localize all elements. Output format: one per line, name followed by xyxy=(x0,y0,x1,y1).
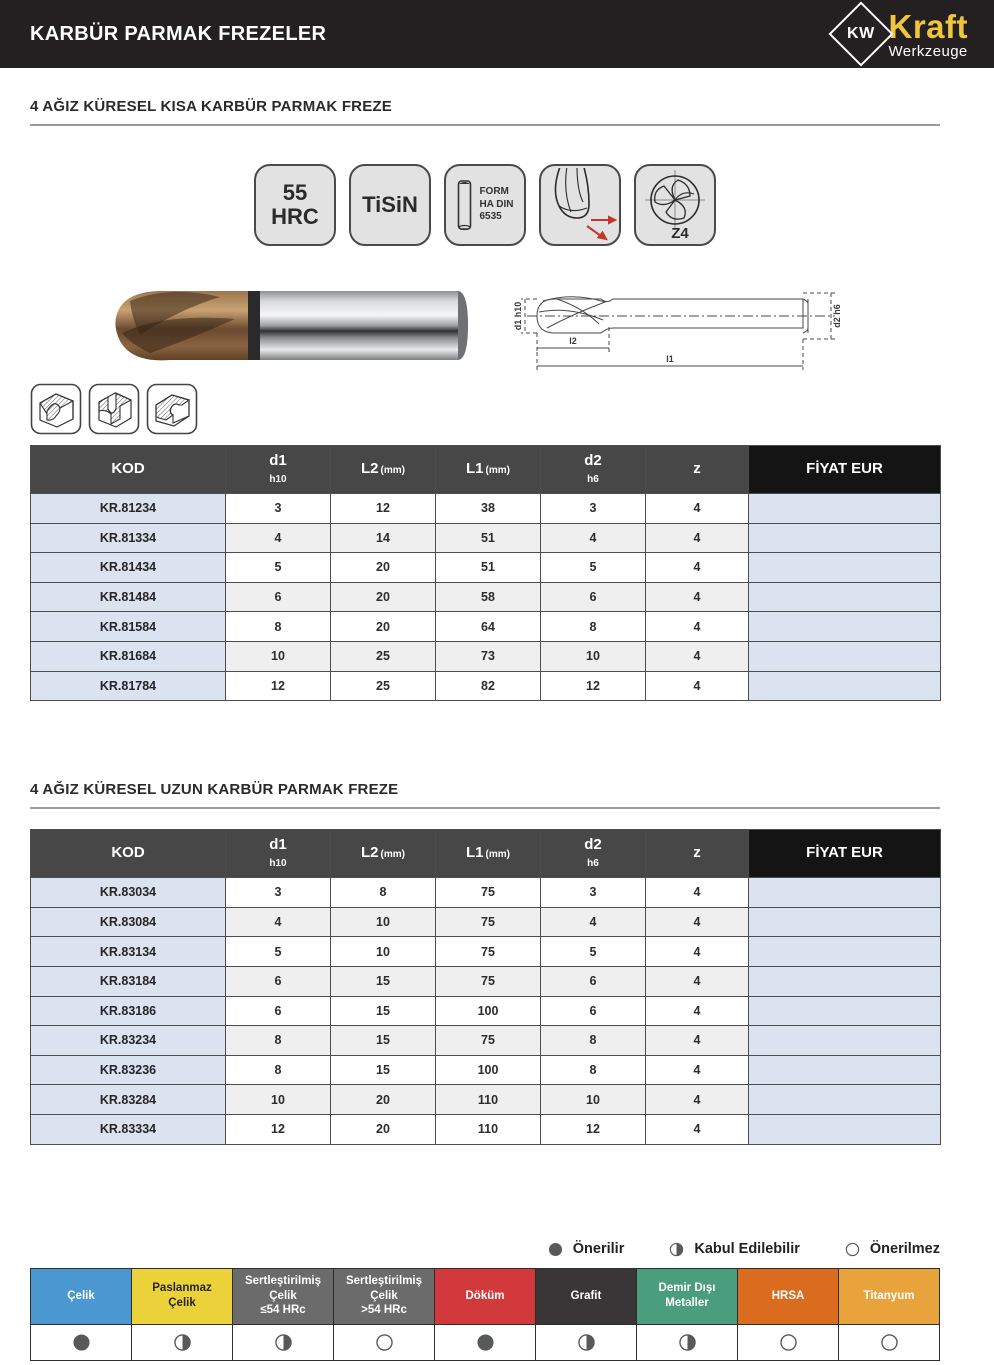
cell-value: 3 xyxy=(226,494,331,524)
profile-milling-icon-2 xyxy=(88,383,140,435)
empty-circle-icon xyxy=(879,1332,900,1353)
table-header-row xyxy=(31,830,941,878)
operation-icons xyxy=(30,383,940,435)
cell-price xyxy=(749,1026,941,1056)
cell-kod: KR.81484 xyxy=(31,582,226,612)
legend-item-half xyxy=(668,1241,800,1258)
column-header-l2: L2 (mm) xyxy=(331,446,436,494)
cell-value: 4 xyxy=(646,582,749,612)
cell-kod: KR.81434 xyxy=(31,553,226,583)
cell-value: 8 xyxy=(541,612,646,642)
cell-value: 64 xyxy=(436,612,541,642)
cell-price xyxy=(749,494,941,524)
cell-value: 5 xyxy=(541,553,646,583)
brand-name: Kraft xyxy=(888,7,968,45)
material-header: HRSA xyxy=(738,1268,839,1324)
cell-kod: KR.81334 xyxy=(31,523,226,553)
cell-value: 4 xyxy=(646,1085,749,1115)
cell-value: 51 xyxy=(436,523,541,553)
cell-value: 20 xyxy=(331,582,436,612)
column-header-l2: L2 (mm) xyxy=(331,830,436,878)
cell-value: 15 xyxy=(331,966,436,996)
cell-price xyxy=(749,907,941,937)
cell-value: 8 xyxy=(226,1055,331,1085)
shank-form-badge: FORM HA DIN 6535 xyxy=(444,164,526,246)
column-header-fi-yat-eur: FİYAT EUR xyxy=(749,446,941,494)
table-row xyxy=(31,996,941,1026)
cell-kod: KR.81584 xyxy=(31,612,226,642)
legend-label: Kabul Edilebilir xyxy=(694,1241,800,1257)
rating-legend xyxy=(30,1241,940,1258)
table-row xyxy=(31,641,941,671)
column-header-d1: d1 h10 xyxy=(226,830,331,878)
half-circle-icon xyxy=(172,1332,193,1353)
material-header: Titanyum xyxy=(839,1268,940,1324)
property-badges xyxy=(30,164,940,246)
cell-value: 4 xyxy=(646,878,749,908)
cell-value: 4 xyxy=(646,494,749,524)
shank-icon xyxy=(456,178,473,232)
cell-value: 10 xyxy=(331,937,436,967)
legend-label: Önerilir xyxy=(572,1241,625,1257)
cell-value: 6 xyxy=(541,582,646,612)
cell-value: 75 xyxy=(436,937,541,967)
table-row xyxy=(31,612,941,642)
cell-value: 4 xyxy=(646,1055,749,1085)
cell-value: 6 xyxy=(226,996,331,1026)
spec-table-long xyxy=(30,829,941,1144)
table-row xyxy=(31,494,941,524)
cell-kod: KR.81684 xyxy=(31,641,226,671)
table-row xyxy=(31,523,941,553)
material-header: Çelik xyxy=(31,1268,132,1324)
column-header-fi-yat-eur: FİYAT EUR xyxy=(749,830,941,878)
cell-value: 4 xyxy=(646,1114,749,1144)
cell-kod: KR.83134 xyxy=(31,937,226,967)
cell-kod: KR.83236 xyxy=(31,1055,226,1085)
cell-value: 12 xyxy=(331,494,436,524)
section-title-long: 4 AĞIZ KÜRESEL UZUN KARBÜR PARMAK FREZE xyxy=(30,781,940,809)
cell-value: 25 xyxy=(331,641,436,671)
column-header-d2: d2 h6 xyxy=(541,446,646,494)
page-title: KARBÜR PARMAK FREZELER xyxy=(30,22,327,45)
cell-price xyxy=(749,1055,941,1085)
ballnose-tip-badge xyxy=(539,164,621,246)
table-header-row xyxy=(31,446,941,494)
cell-value: 4 xyxy=(646,523,749,553)
cell-value: 20 xyxy=(331,553,436,583)
material-header: Döküm xyxy=(435,1268,536,1324)
column-header-l1: L1 (mm) xyxy=(436,446,541,494)
cell-kod: KR.81784 xyxy=(31,671,226,701)
cell-price xyxy=(749,612,941,642)
legend-item-empty xyxy=(844,1241,940,1258)
coating-badge: TiSiN xyxy=(349,164,431,246)
legend-item-filled xyxy=(547,1241,625,1258)
cell-kod: KR.83334 xyxy=(31,1114,226,1144)
material-rating xyxy=(839,1324,940,1360)
cell-kod: KR.83034 xyxy=(31,878,226,908)
flute-count-badge xyxy=(634,164,716,246)
page-header xyxy=(0,0,994,68)
cell-value: 110 xyxy=(436,1114,541,1144)
column-header-z: z xyxy=(646,446,749,494)
cell-value: 8 xyxy=(541,1026,646,1056)
cell-kod: KR.83084 xyxy=(31,907,226,937)
cell-value: 4 xyxy=(226,907,331,937)
cell-value: 3 xyxy=(541,878,646,908)
table-row xyxy=(31,966,941,996)
cell-value: 82 xyxy=(436,671,541,701)
cell-value: 25 xyxy=(331,671,436,701)
product-visuals xyxy=(30,280,940,375)
cell-value: 75 xyxy=(436,878,541,908)
column-header-d2: d2 h6 xyxy=(541,830,646,878)
profile-milling-icon-3 xyxy=(146,383,198,435)
section-title-short: 4 AĞIZ KÜRESEL KISA KARBÜR PARMAK FREZE xyxy=(30,98,940,126)
cell-value: 12 xyxy=(226,671,331,701)
material-rating xyxy=(31,1324,132,1360)
cell-value: 4 xyxy=(646,612,749,642)
brand-logo xyxy=(838,7,968,60)
flute-count-icon xyxy=(638,168,712,242)
cell-price xyxy=(749,966,941,996)
cell-value: 5 xyxy=(226,937,331,967)
hardness-badge: 55 HRC xyxy=(254,164,336,246)
cell-value: 4 xyxy=(226,523,331,553)
cell-kod: KR.81234 xyxy=(31,494,226,524)
cell-price xyxy=(749,582,941,612)
table-row xyxy=(31,937,941,967)
product-photo xyxy=(110,283,480,368)
material-rating xyxy=(637,1324,738,1360)
table-row xyxy=(31,1114,941,1144)
cell-price xyxy=(749,523,941,553)
cell-value: 4 xyxy=(646,553,749,583)
cell-value: 20 xyxy=(331,1085,436,1115)
technical-drawing xyxy=(513,280,843,375)
cell-value: 4 xyxy=(646,907,749,937)
cell-value: 4 xyxy=(646,671,749,701)
cell-value: 4 xyxy=(541,907,646,937)
cell-kod: KR.83234 xyxy=(31,1026,226,1056)
cell-value: 10 xyxy=(226,1085,331,1115)
profile-milling-icon-1 xyxy=(30,383,82,435)
table-row xyxy=(31,671,941,701)
table-row xyxy=(31,1026,941,1056)
cell-value: 75 xyxy=(436,907,541,937)
cell-value: 12 xyxy=(541,1114,646,1144)
material-rating xyxy=(536,1324,637,1360)
cell-value: 15 xyxy=(331,1026,436,1056)
column-header-l1: L1 (mm) xyxy=(436,830,541,878)
material-suitability-table xyxy=(30,1268,940,1361)
filled-circle-icon xyxy=(71,1332,92,1353)
cell-price xyxy=(749,641,941,671)
cell-kod: KR.83184 xyxy=(31,966,226,996)
cell-value: 73 xyxy=(436,641,541,671)
cell-price xyxy=(749,553,941,583)
cell-value: 8 xyxy=(226,612,331,642)
column-header-z: z xyxy=(646,830,749,878)
dim-l1-label: l1 xyxy=(666,354,674,364)
cell-value: 100 xyxy=(436,1055,541,1085)
cell-value: 51 xyxy=(436,553,541,583)
cell-value: 12 xyxy=(226,1114,331,1144)
cell-value: 4 xyxy=(646,996,749,1026)
cell-value: 75 xyxy=(436,1026,541,1056)
column-header-d1: d1 h10 xyxy=(226,446,331,494)
table-row xyxy=(31,1055,941,1085)
column-header-kod: KOD xyxy=(31,446,226,494)
dim-d2-label: d2 h6 xyxy=(832,304,842,328)
cell-value: 4 xyxy=(646,966,749,996)
cell-price xyxy=(749,1085,941,1115)
table-row xyxy=(31,582,941,612)
half-circle-icon xyxy=(668,1241,685,1258)
cell-value: 8 xyxy=(331,878,436,908)
cell-value: 38 xyxy=(436,494,541,524)
material-rating xyxy=(132,1324,233,1360)
brand-subtitle: Werkzeuge xyxy=(888,42,968,60)
cell-value: 6 xyxy=(541,996,646,1026)
column-header-kod: KOD xyxy=(31,830,226,878)
cell-value: 20 xyxy=(331,612,436,642)
cell-value: 5 xyxy=(226,553,331,583)
empty-circle-icon xyxy=(844,1241,861,1258)
material-header: Sertleştirilmiş Çelik >54 HRc xyxy=(334,1268,435,1324)
cell-value: 20 xyxy=(331,1114,436,1144)
material-rating xyxy=(334,1324,435,1360)
cell-value: 4 xyxy=(541,523,646,553)
cell-value: 8 xyxy=(226,1026,331,1056)
cell-kod: KR.83186 xyxy=(31,996,226,1026)
table-row xyxy=(31,878,941,908)
cell-value: 100 xyxy=(436,996,541,1026)
cell-value: 10 xyxy=(541,641,646,671)
filled-circle-icon xyxy=(475,1332,496,1353)
cell-price xyxy=(749,1114,941,1144)
cell-value: 4 xyxy=(646,1026,749,1056)
material-header: Grafit xyxy=(536,1268,637,1324)
material-rating xyxy=(738,1324,839,1360)
cell-value: 15 xyxy=(331,996,436,1026)
cell-value: 6 xyxy=(541,966,646,996)
cell-value: 10 xyxy=(226,641,331,671)
material-rating xyxy=(435,1324,536,1360)
cell-value: 10 xyxy=(541,1085,646,1115)
cell-price xyxy=(749,671,941,701)
material-rating-row xyxy=(31,1324,940,1360)
cell-value: 15 xyxy=(331,1055,436,1085)
material-header-row xyxy=(31,1268,940,1324)
dim-l2-label: l2 xyxy=(569,336,577,346)
half-circle-icon xyxy=(677,1332,698,1353)
cell-value: 110 xyxy=(436,1085,541,1115)
legend-label: Önerilmez xyxy=(869,1241,940,1257)
cell-price xyxy=(749,937,941,967)
flute-count-label: Z4 xyxy=(671,225,689,242)
cell-kod: KR.83284 xyxy=(31,1085,226,1115)
cell-price xyxy=(749,996,941,1026)
cell-value: 12 xyxy=(541,671,646,701)
cell-price xyxy=(749,878,941,908)
empty-circle-icon xyxy=(778,1332,799,1353)
cell-value: 75 xyxy=(436,966,541,996)
spec-table-short xyxy=(30,445,941,701)
kw-diamond-icon: KW xyxy=(829,1,894,66)
material-header: Demir Dışı Metaller xyxy=(637,1268,738,1324)
half-circle-icon xyxy=(576,1332,597,1353)
cell-value: 58 xyxy=(436,582,541,612)
cell-value: 3 xyxy=(541,494,646,524)
filled-circle-icon xyxy=(547,1241,564,1258)
cell-value: 3 xyxy=(226,878,331,908)
cell-value: 10 xyxy=(331,907,436,937)
cell-value: 4 xyxy=(646,641,749,671)
table-row xyxy=(31,907,941,937)
material-header: Paslanmaz Çelik xyxy=(132,1268,233,1324)
cell-value: 6 xyxy=(226,966,331,996)
table-row xyxy=(31,1085,941,1115)
cell-value: 14 xyxy=(331,523,436,553)
cell-value: 5 xyxy=(541,937,646,967)
material-header: Sertleştirilmiş Çelik ≤54 HRc xyxy=(233,1268,334,1324)
dim-d1-label: d1 h10 xyxy=(513,301,523,331)
cell-value: 6 xyxy=(226,582,331,612)
ballnose-tip-icon xyxy=(543,168,617,242)
half-circle-icon xyxy=(273,1332,294,1353)
material-rating xyxy=(233,1324,334,1360)
cell-value: 4 xyxy=(646,937,749,967)
table-row xyxy=(31,553,941,583)
empty-circle-icon xyxy=(374,1332,395,1353)
cell-value: 8 xyxy=(541,1055,646,1085)
